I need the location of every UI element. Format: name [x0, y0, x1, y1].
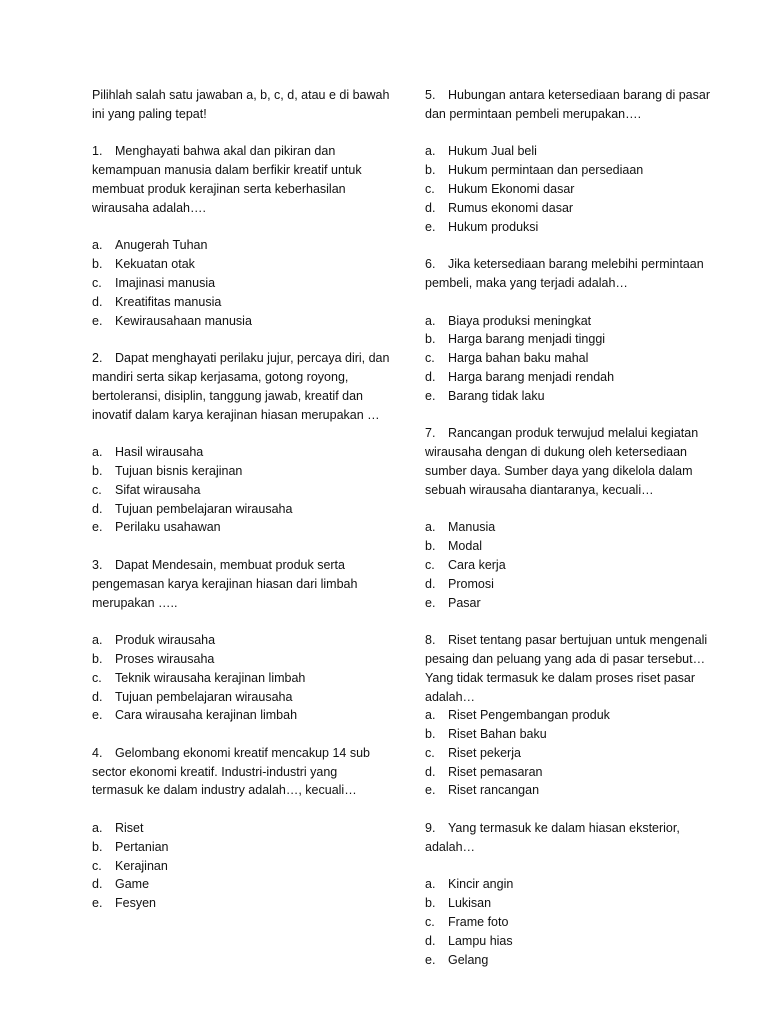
option-a[interactable]	[425, 706, 725, 725]
option-letter: a.	[425, 144, 436, 159]
option-list	[425, 312, 725, 406]
question-number: 9.	[425, 821, 436, 836]
option-text: Riset Pengembangan produk	[448, 708, 610, 723]
option-b[interactable]	[92, 255, 392, 274]
option-c[interactable]	[425, 913, 725, 932]
option-list	[92, 236, 392, 330]
option-letter: e.	[92, 896, 103, 911]
question-9	[425, 819, 725, 969]
option-c[interactable]	[92, 669, 392, 688]
option-letter: c.	[425, 557, 435, 572]
option-b[interactable]	[425, 537, 725, 556]
option-d[interactable]	[425, 763, 725, 782]
option-text: Gelang	[448, 952, 489, 967]
option-list	[425, 875, 725, 969]
option-text: Barang tidak laku	[448, 388, 545, 403]
question-8	[425, 631, 725, 800]
option-e[interactable]	[92, 894, 392, 913]
option-letter: e.	[92, 313, 103, 328]
question-5	[425, 86, 725, 236]
option-letter: b.	[425, 539, 436, 554]
option-b[interactable]	[425, 894, 725, 913]
option-text: Anugerah Tuhan	[115, 238, 208, 253]
option-text: Proses wirausaha	[115, 651, 215, 666]
option-text: Kekuatan otak	[115, 257, 195, 272]
option-text: Riset	[115, 821, 144, 836]
option-d[interactable]	[92, 293, 392, 312]
question-2	[92, 349, 392, 537]
option-letter: a.	[92, 445, 103, 460]
option-letter: b.	[425, 727, 436, 742]
option-text: Pasar	[448, 595, 481, 610]
option-letter: d.	[92, 877, 103, 892]
option-letter: d.	[92, 294, 103, 309]
option-text: Harga bahan baku mahal	[448, 351, 589, 366]
option-letter: c.	[425, 915, 435, 930]
option-a[interactable]	[425, 518, 725, 537]
option-letter: e.	[425, 219, 436, 234]
option-letter: e.	[425, 783, 436, 798]
right-column	[425, 86, 725, 988]
question-stem: Menghayati bahwa akal dan pikiran dan kemampuan manusia dalam berfikir kreatif untuk membuat produk kerajinan serta keberhasilan wirausaha adalah….	[92, 144, 362, 215]
option-letter: e.	[92, 708, 103, 723]
option-letter: b.	[92, 839, 103, 854]
question-stem: Gelombang ekonomi kreatif mencakup 14 sub sector ekonomi kreatif. Industri-industri yang termasuk ke dalam industry adalah…, kecuali…	[92, 745, 371, 798]
option-d[interactable]	[425, 199, 725, 218]
option-d[interactable]	[92, 688, 392, 707]
option-c[interactable]	[425, 744, 725, 763]
option-text: Produk wirausaha	[115, 633, 216, 648]
question-text	[425, 819, 725, 857]
question-4	[92, 744, 392, 913]
question-stem: Hubungan antara ketersediaan barang di pasar dan permintaan pembeli merupakan….	[425, 88, 710, 121]
left-column	[92, 86, 392, 932]
option-letter: d.	[425, 200, 436, 215]
option-text: Lampu hias	[448, 933, 513, 948]
option-text: Tujuan bisnis kerajinan	[115, 463, 243, 478]
option-e[interactable]	[92, 518, 392, 537]
option-text: Hukum Ekonomi dasar	[448, 181, 575, 196]
option-list	[425, 706, 725, 800]
option-text: Hukum produksi	[448, 219, 539, 234]
option-letter: a.	[92, 238, 103, 253]
option-text: Riset pemasaran	[448, 764, 543, 779]
option-b[interactable]	[92, 462, 392, 481]
option-a[interactable]	[425, 875, 725, 894]
option-letter: a.	[425, 520, 436, 535]
question-text	[92, 142, 392, 217]
option-letter: b.	[92, 463, 103, 478]
option-list	[92, 631, 392, 725]
option-letter: d.	[425, 764, 436, 779]
question-stem: Rancangan produk terwujud melalui kegiatan wirausaha dengan di dukung oleh ketersediaan sumber daya. Sumber daya yang dikelola dalam sebuah wirausaha diantaranya, kecuali…	[425, 426, 699, 497]
option-letter: a.	[425, 877, 436, 892]
option-d[interactable]	[92, 500, 392, 519]
question-stem: Jika ketersediaan barang melebihi permintaan pembeli, maka yang terjadi adalah…	[425, 257, 704, 290]
option-letter: a.	[425, 708, 436, 723]
option-d[interactable]	[425, 932, 725, 951]
option-text: Promosi	[448, 576, 494, 591]
option-letter: d.	[92, 501, 103, 516]
question-6	[425, 255, 725, 405]
option-e[interactable]	[425, 951, 725, 970]
option-text: Kreatifitas manusia	[115, 294, 222, 309]
option-text: Rumus ekonomi dasar	[448, 200, 574, 215]
option-text: Teknik wirausaha kerajinan limbah	[115, 670, 306, 685]
option-a[interactable]	[92, 443, 392, 462]
option-c[interactable]	[92, 274, 392, 293]
option-b[interactable]	[425, 161, 725, 180]
question-number: 2.	[92, 351, 103, 366]
option-text: Tujuan pembelajaran wirausaha	[115, 689, 293, 704]
question-number: 6.	[425, 257, 436, 272]
option-text: Kerajinan	[115, 858, 168, 873]
option-a[interactable]	[425, 312, 725, 331]
question-number: 1.	[92, 144, 103, 159]
option-list	[425, 142, 725, 236]
option-letter: e.	[92, 520, 103, 535]
question-1	[92, 142, 392, 330]
option-d[interactable]	[425, 368, 725, 387]
question-text	[425, 86, 725, 124]
option-text: Perilaku usahawan	[115, 520, 221, 535]
option-e[interactable]	[425, 594, 725, 613]
option-a[interactable]	[92, 236, 392, 255]
option-text: Riset Bahan baku	[448, 727, 547, 742]
question-stem: Dapat menghayati perilaku jujur, percaya diri, dan mandiri serta sikap kerjasama, gotong royong, bertoleransi, disiplin, tanggung jawab, kreatif dan inovatif dalam karya kerajinan hiasan merupakan …	[92, 351, 390, 422]
option-letter: a.	[92, 821, 103, 836]
option-letter: b.	[425, 896, 436, 911]
option-b[interactable]	[425, 330, 725, 349]
option-letter: b.	[92, 257, 103, 272]
option-letter: b.	[92, 651, 103, 666]
option-c[interactable]	[92, 857, 392, 876]
option-c[interactable]	[425, 180, 725, 199]
option-b[interactable]	[92, 650, 392, 669]
option-letter: a.	[92, 633, 103, 648]
option-letter: d.	[425, 933, 436, 948]
option-text: Hukum Jual beli	[448, 144, 537, 159]
option-c[interactable]	[425, 556, 725, 575]
option-a[interactable]	[92, 631, 392, 650]
option-text: Biaya produksi meningkat	[448, 313, 592, 328]
option-text: Kincir angin	[448, 877, 514, 892]
option-text: Sifat wirausaha	[115, 482, 201, 497]
option-text: Manusia	[448, 520, 496, 535]
option-letter: b.	[425, 332, 436, 347]
option-text: Harga barang menjadi tinggi	[448, 332, 606, 347]
option-c[interactable]	[92, 481, 392, 500]
option-d[interactable]	[425, 575, 725, 594]
question-text	[425, 631, 725, 706]
question-stem: Dapat Mendesain, membuat produk serta pengemasan karya kerajinan hiasan dari limbah merupakan …..	[92, 557, 358, 610]
question-text	[425, 255, 725, 293]
option-list	[425, 518, 725, 612]
option-letter: c.	[92, 482, 102, 497]
option-text: Game	[115, 877, 150, 892]
option-text: Riset rancangan	[448, 783, 540, 798]
option-text: Frame foto	[448, 915, 509, 930]
option-letter: e.	[425, 952, 436, 967]
option-text: Fesyen	[115, 896, 156, 911]
option-letter: e.	[425, 388, 436, 403]
question-stem: Yang termasuk ke dalam hiasan eksterior, adalah…	[425, 821, 680, 854]
option-e[interactable]	[92, 706, 392, 725]
option-a[interactable]	[425, 142, 725, 161]
option-d[interactable]	[92, 875, 392, 894]
option-letter: c.	[425, 351, 435, 366]
option-b[interactable]	[92, 838, 392, 857]
question-number: 7.	[425, 426, 436, 441]
question-text	[92, 349, 392, 424]
option-e[interactable]	[425, 387, 725, 406]
option-text: Hasil wirausaha	[115, 445, 204, 460]
option-c[interactable]	[425, 349, 725, 368]
question-stem: Riset tentang pasar bertujuan untuk mengenali pesaing dan peluang yang ada di pasar tersebut… Yang tidak termasuk ke dalam proses riset pasar adalah…	[425, 633, 708, 704]
option-letter: c.	[425, 745, 435, 760]
question-7	[425, 424, 725, 612]
question-number: 8.	[425, 633, 436, 648]
question-text	[92, 556, 392, 612]
option-text: Lukisan	[448, 896, 492, 911]
option-text: Hukum permintaan dan persediaan	[448, 163, 644, 178]
option-e[interactable]	[92, 312, 392, 331]
option-letter: d.	[425, 576, 436, 591]
question-text	[425, 424, 725, 499]
option-letter: b.	[425, 163, 436, 178]
option-text: Cara kerja	[448, 557, 506, 572]
option-text: Imajinasi manusia	[115, 275, 216, 290]
question-text	[92, 744, 392, 800]
option-text: Tujuan pembelajaran wirausaha	[115, 501, 293, 516]
option-a[interactable]	[92, 819, 392, 838]
option-letter: a.	[425, 313, 436, 328]
option-letter: d.	[92, 689, 103, 704]
option-letter: c.	[92, 670, 102, 685]
option-letter: e.	[425, 595, 436, 610]
question-number: 3.	[92, 557, 103, 572]
question-number: 5.	[425, 88, 436, 102]
question-number: 4.	[92, 745, 103, 760]
option-e[interactable]	[425, 218, 725, 237]
option-letter: c.	[425, 181, 435, 196]
option-list	[92, 819, 392, 913]
option-b[interactable]	[425, 725, 725, 744]
option-list	[92, 443, 392, 537]
option-text: Pertanian	[115, 839, 169, 854]
option-text: Modal	[448, 539, 483, 554]
option-e[interactable]	[425, 781, 725, 800]
instruction-text: Pilihlah salah satu jawaban a, b, c, d, atau e di bawah ini yang paling tepat!	[92, 88, 390, 121]
option-text: Kewirausahaan manusia	[115, 313, 252, 328]
option-text: Riset pekerja	[448, 745, 521, 760]
option-text: Harga barang menjadi rendah	[448, 369, 615, 384]
option-letter: c.	[92, 275, 102, 290]
question-3	[92, 556, 392, 725]
option-letter: d.	[425, 369, 436, 384]
option-letter: c.	[92, 858, 102, 873]
option-text: Cara wirausaha kerajinan limbah	[115, 708, 298, 723]
